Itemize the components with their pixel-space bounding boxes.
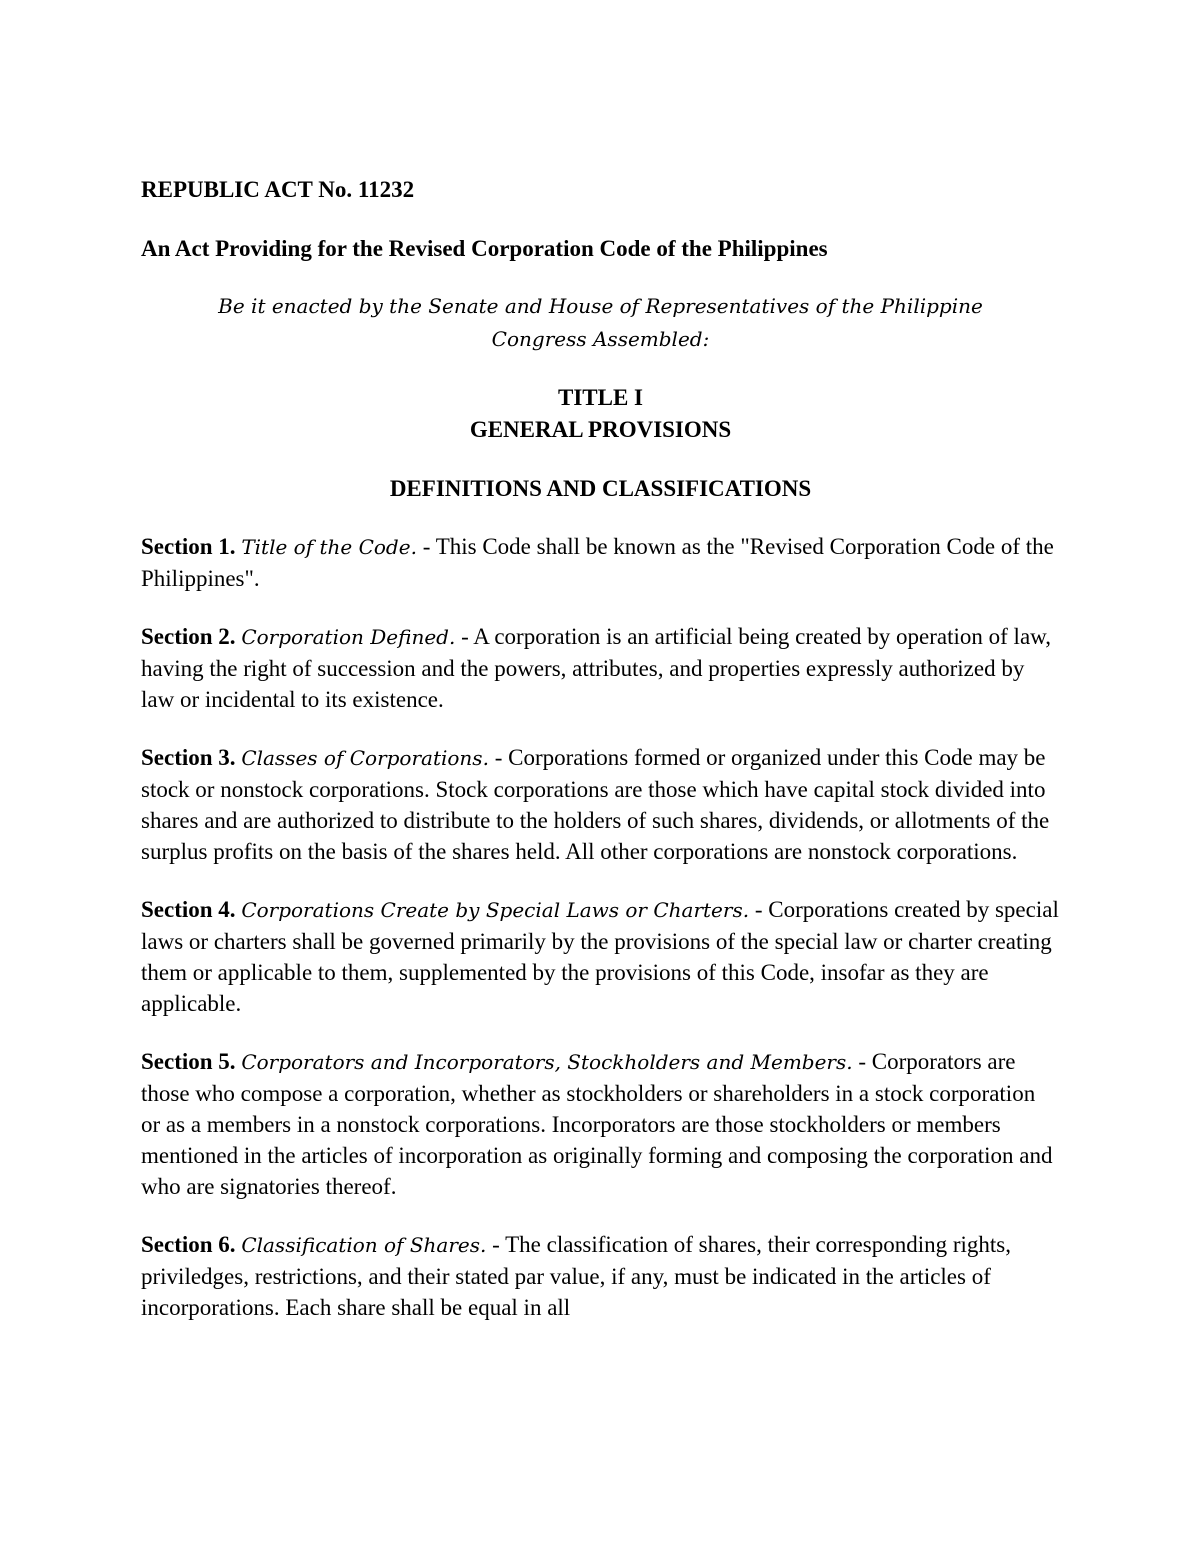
section-6 [141, 1229, 1060, 1323]
section-label: Section 6. [141, 1232, 236, 1257]
section-separator: - [852, 1049, 872, 1074]
section-separator: - [488, 745, 509, 770]
section-caption: Corporation Defined. [241, 625, 456, 649]
section-separator: - [455, 624, 474, 649]
section-text: Corporators are those who compose a corporation, whether as stockholders or shareholders in a stock corporation or as a members in a nonstock corporations. Incorporators are those stockholders or members mentioned in the articles of incorporation as originally forming and composing the corporation and who are signatories thereof. [141, 1049, 1053, 1199]
section-separator: - [486, 1232, 506, 1257]
enacting-clause-line-1: Be it enacted by the Senate and House of Representatives of the Philippine [218, 294, 983, 318]
section-5 [141, 1046, 1060, 1202]
section-4 [141, 894, 1060, 1019]
section-text: This Code shall be known as the "Revised Corporation Code of the Philippines". [141, 534, 1054, 591]
section-label: Section 1. [141, 534, 236, 559]
title-heading [141, 382, 1060, 446]
section-label: Section 2. [141, 624, 236, 649]
act-number: REPUBLIC ACT No. 11232 [141, 177, 415, 202]
section-text: Corporations created by special laws or charters shall be governed primarily by the provisions of the special law or charter creating them or applicable to them, supplemented by the provisions of this Code, insofar as they are applicable. [141, 897, 1059, 1016]
section-caption: Corporators and Incorporators, Stockholders and Members. [241, 1050, 853, 1074]
chapter-heading: DEFINITIONS AND CLASSIFICATIONS [389, 476, 812, 501]
section-label: Section 3. [141, 745, 236, 770]
section-caption: Title of the Code. [241, 535, 417, 559]
enacting-clause-line-2: Congress Assembled: [491, 327, 710, 351]
section-separator: - [749, 897, 769, 922]
title-number: TITLE I [557, 385, 643, 410]
section-separator: - [416, 534, 436, 559]
section-label: Section 5. [141, 1049, 236, 1074]
section-3 [141, 742, 1060, 867]
section-caption: Corporations Create by Special Laws or Charters. [241, 898, 750, 922]
section-label: Section 4. [141, 897, 236, 922]
act-title: An Act Providing for the Revised Corporation Code of the Philippines [141, 236, 828, 261]
section-text: The classification of shares, their corresponding rights, priviledges, restrictions, and their stated par value, if any, must be indicated in the articles of incorporations. Each share shall be equal in all [141, 1232, 1011, 1320]
section-2 [141, 621, 1060, 715]
section-text: Corporations formed or organized under this Code may be stock or nonstock corporations. Stock corporations are those which have capital stock divided into shares and are authorized to distribute to the holders of such shares, dividends, or allotments of the surplus profits on the basis of the shares held. All other corporations are nonstock corporations. [141, 745, 1050, 864]
section-text: A corporation is an artificial being created by operation of law, having the right of succession and the powers, attributes, and properties expressly authorized by law or incidental to its existence. [141, 624, 1052, 712]
title-name: GENERAL PROVISIONS [469, 417, 732, 442]
enacting-clause [141, 290, 1060, 356]
section-caption: Classification of Shares. [241, 1233, 487, 1257]
section-caption: Classes of Corporations. [241, 746, 489, 770]
section-1 [141, 531, 1060, 594]
